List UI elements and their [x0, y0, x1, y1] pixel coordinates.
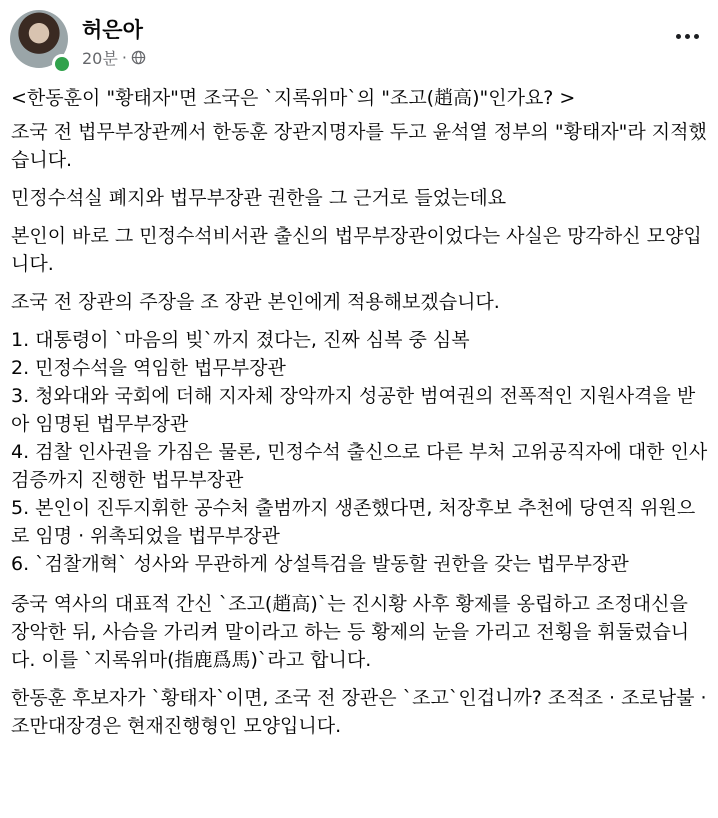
list-item: 6. `검찰개혁` 성사와 무관하게 상설특검을 발동할 권한을 갖는 법무부장관 [11, 553, 629, 575]
paragraph: 한동훈 후보자가 `황태자`이면, 조국 전 장관은 `조고`인겁니까? 조적조 · 조로남불 · 조만대장경은 현재진행형인 모양입니다. [11, 687, 707, 737]
paragraph: 조국 전 장관의 주장을 조 장관 본인에게 적용해보겠습니다. [11, 291, 500, 313]
post-body [11, 84, 711, 750]
post-header [10, 10, 708, 72]
list-item: 1. 대통령이 `마음의 빚`까지 졌다는, 진짜 심복 중 심복 [11, 329, 470, 351]
numbered-list [11, 326, 711, 578]
meta-separator: · [121, 48, 127, 67]
post-meta [82, 46, 146, 69]
paragraph: 본인이 바로 그 민정수석비서관 출신의 법무부장관이었다는 사실은 망각하신 모양입니다. [11, 225, 702, 275]
globe-icon[interactable] [131, 50, 146, 65]
paragraph: 민정수석실 폐지와 법무부장관 권한을 그 근거로 들었는데요 [11, 187, 507, 209]
list-item: 5. 본인이 진두지휘한 공수처 출범까지 생존했다면, 처장후보 추천에 당연직 위원으로 임명 · 위촉되었을 법무부장관 [11, 497, 696, 547]
paragraph: 중국 역사의 대표적 간신 `조고(趙高)`는 진시황 사후 황제를 옹립하고 조정대신을 장악한 뒤, 사슴을 가리켜 말이라고 하는 등 황제의 눈을 가리고 전횡을 휘둘렀습니다. 이를 `지록위마(指鹿爲馬)`라고 합니다. [11, 593, 690, 671]
online-status-indicator [52, 54, 72, 74]
list-item: 3. 청와대와 국회에 더해 지자체 장악까지 성공한 범여권의 전폭적인 지원사격을 받아 임명된 법무부장관 [11, 385, 696, 435]
list-item: 2. 민정수석을 역임한 법무부장관 [11, 357, 286, 379]
author-name[interactable]: 허은아 [82, 18, 143, 42]
more-options-icon[interactable] [670, 24, 704, 48]
post-timestamp[interactable]: 20분 [82, 49, 118, 68]
list-item: 4. 검찰 인사권을 가짐은 물론, 민정수석 출신으로 다른 부처 고위공직자에 대한 인사검증까지 진행한 법무부장관 [11, 441, 708, 491]
post-title: <한동훈이 "황태자"면 조국은 `지록위마`의 "조고(趙高)"인가요? > [11, 87, 576, 109]
paragraph: 조국 전 법무부장관께서 한동훈 장관지명자를 두고 윤석열 정부의 "황태자"라 지적했습니다. [11, 121, 707, 171]
